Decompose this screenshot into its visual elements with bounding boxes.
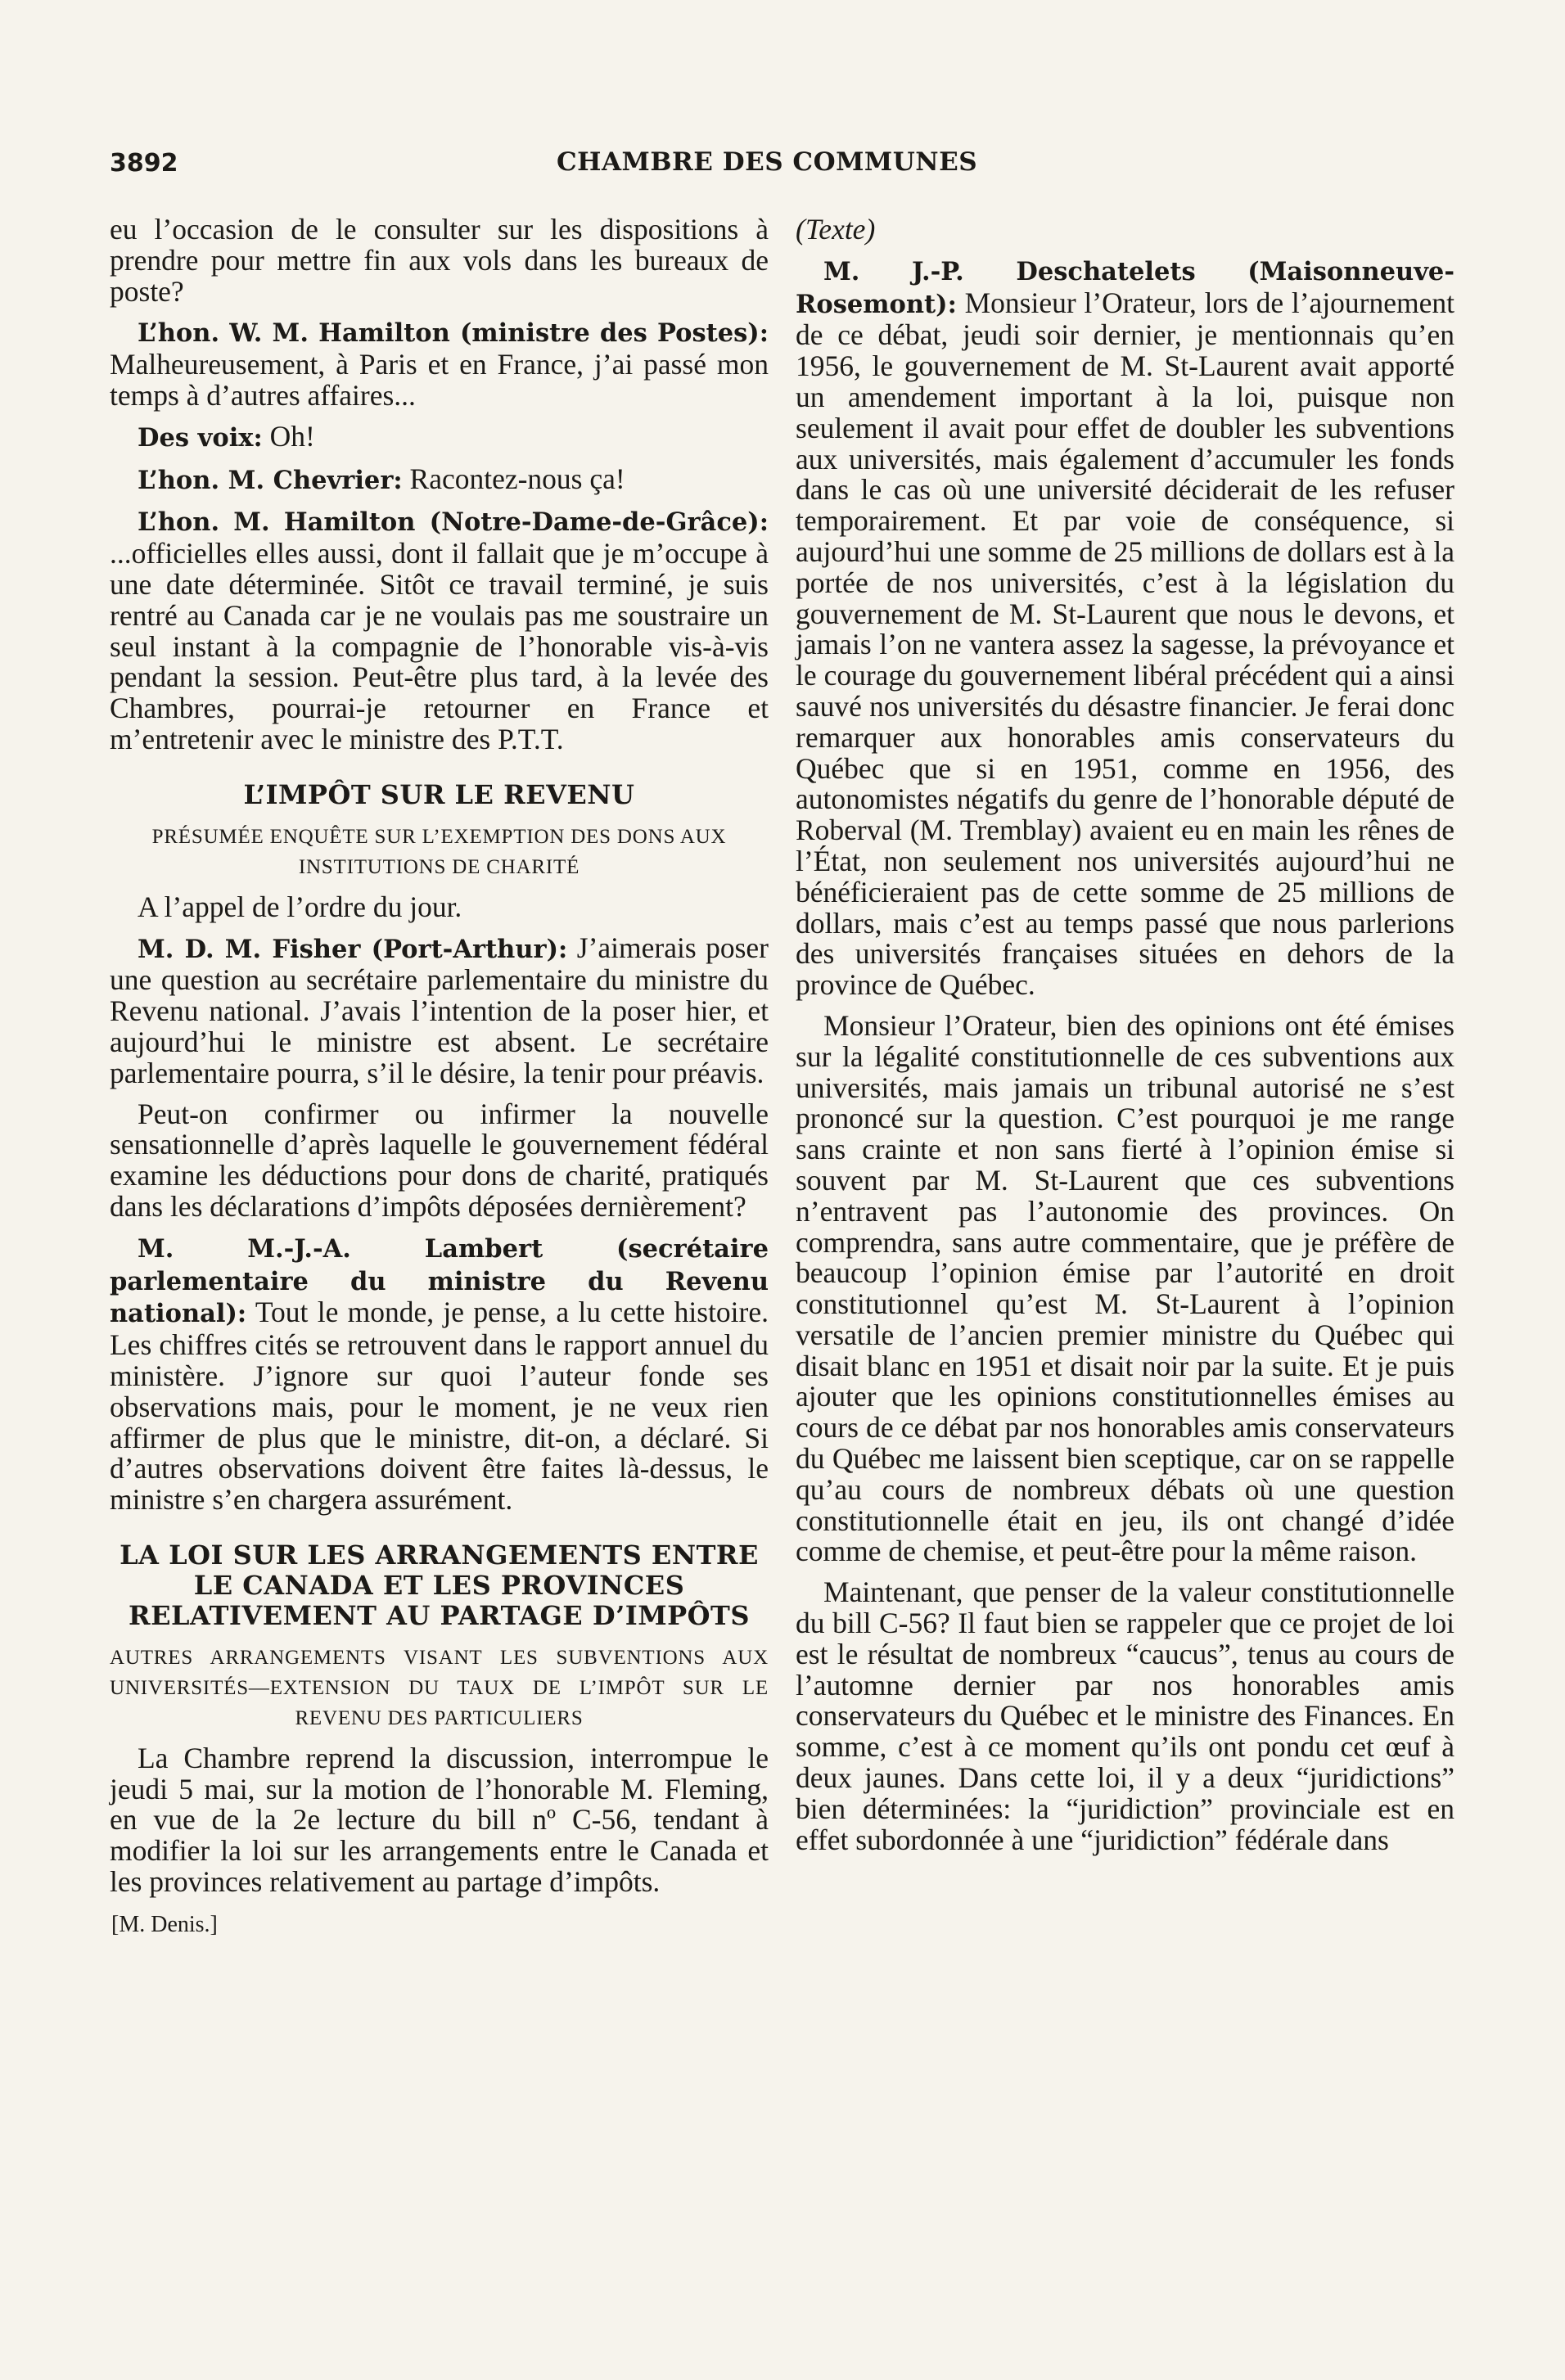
right-column	[796, 214, 1455, 1865]
section-heading: L’IMPÔT SUR LE REVENU	[243, 778, 635, 810]
paragraph: A l’appel de l’ordre du jour.	[138, 890, 462, 923]
speech-text: Racontez-nous ça!	[402, 462, 625, 495]
speaker-name: L’hon. M. Hamilton (Notre-Dame-de-Grâce):	[138, 507, 769, 538]
speaker-reference: [M. Denis.]	[111, 1911, 218, 1937]
page-header	[110, 142, 1460, 183]
speaker-name: Des voix:	[138, 422, 263, 453]
speech-paragraph	[110, 421, 769, 454]
speech-paragraph	[110, 317, 769, 411]
speech-paragraph	[110, 1233, 769, 1516]
speech-text: Monsieur l’Orateur, lors de l’ajournement de ce débat, jeudi soir dernier, je mentionnais qu’en 1956, le gouvernement de M. St-Laurent avait apporté un amendement important à la loi, puisque non seulement il avait pour effet de doubler les subventions aux universités, mais également d’accumuler les fonds dans le cas où une université déciderait de les refuser temporairement. Et par voie de conséquence, si aujourd’hui une somme de 25 millions de dollars est à la portée de nos universités, c’est à la législation du gouvernement de M. St-Laurent que nous le devons, et jamais l’on ne vantera assez la sagesse, la prévoyance et le courage du gouvernement libéral précédent qui a ainsi sauvé nos universités du désastre financier. Je ferai donc remarquer aux honorables amis conservateurs du Québec que si en 1951, comme en 1956, des autonomistes négatifs du genre de l’honorable député de Roberval (M. Tremblay) avaient eu en main les rênes de l’État, non seulement nos universités aujourd’hui ne bénéficieraient pas de cette somme de 25 millions de dollars, mais c’est au temps passé que nous parlerions des universités françaises situées en dehors de la province de Québec.	[796, 286, 1455, 1002]
speech-paragraph	[796, 255, 1455, 1001]
running-title: CHAMBRE DES COMMUNES	[557, 147, 978, 177]
paragraph: La Chambre reprend la discussion, interrompue le jeudi 5 mai, sur la motion de l’honorable M. Fleming, en vue de la 2e lecture du bill nº C-56, tendant à modifier la loi sur les arrangements entre le Canada et les provinces relativement au partage d’impôts.	[110, 1741, 769, 1899]
speech-text: ...officielles elles aussi, dont il fallait que je m’occupe à une date déterminée. Sitôt ce travail terminé, je suis rentré au Canada car je ne voulais pas me soustraire un seul instant à la compagnie de l’honorable vis-à-vis pendant la session. Peut-être plus tard, à la levée des Chambres, pourrai-je retourner en France et m’entretenir avec le ministre des P.T.T.	[110, 537, 769, 755]
page-number: 3892	[110, 149, 178, 178]
speaker-name: M. D. M. Fisher (Port-Arthur):	[138, 934, 568, 964]
speech-text: Oh!	[262, 419, 315, 453]
speech-paragraph	[110, 464, 769, 497]
section-subheading: AUTRES ARRANGEMENTS VISANT LES SUBVENTIONS AUX UNIVERSITÉS—EXTENSION DU TAUX DE L’IMPÔT SUR LE REVENU DES PARTICULIERS	[110, 1646, 769, 1729]
speech-text: Tout le monde, je pense, a lu cette histoire. Les chiffres cités se retrouvent dans le rapport annuel du ministère. J’ignore sur quoi l’auteur fonde ses observations mais, pour le moment, je ne veux rien affirmer de plus que le ministre, dit-on, a déclaré. Si d’autres observations doivent être faites là-dessus, le ministre s’en chargera assurément.	[110, 1296, 769, 1517]
speech-paragraph	[110, 933, 769, 1089]
speaker-name: M. M.-J.-A. Lambert (secrétaire parlementaire du ministre du Revenu national):	[110, 1233, 769, 1329]
speech-paragraph	[110, 506, 769, 755]
speech-text: J’aimerais poser une question au secrétaire parlementaire du ministre du Revenu national. J’avais l’intention de la poser hier, et aujourd’hui le ministre est absent. Le secrétaire parlementaire pourra, s’il le désire, la tenir pour préavis.	[110, 931, 769, 1089]
section-subheading: PRÉSUMÉE ENQUÊTE SUR L’EXEMPTION DES DONS AUX INSTITUTIONS DE CHARITÉ	[151, 825, 727, 878]
speech-text: Malheureusement, à Paris et en France, j’ai passé mon temps à d’autres affaires...	[110, 348, 769, 412]
speaker-name: L’hon. W. M. Hamilton (ministre des Postes):	[138, 318, 769, 349]
left-column	[110, 214, 769, 1941]
paragraph: eu l’occasion de le consulter sur les dispositions à prendre pour mettre fin aux vols dans les bureaux de poste?	[110, 213, 769, 308]
text-marker: (Texte)	[796, 213, 876, 246]
speaker-name: L’hon. M. Chevrier:	[138, 465, 403, 495]
speaker-name: M. J.-P. Deschatelets (Maisonneuve-Rosemont):	[796, 256, 1455, 319]
paragraph: Maintenant, que penser de la valeur constitutionnelle du bill C-56? Il faut bien se rappeler que ce projet de loi est le résultat de nombreux “caucus”, tenus au cours de l’automne dernier par nos honorables amis conservateurs du Québec et le ministre des Finances. En somme, c’est à ce moment qu’ils ont pondu cet œuf à deux jaunes. Dans cette loi, il y a deux “juridictions” bien déterminées: la “juridiction” provinciale est en effet subordonnée à une “juridiction” fédérale dans	[796, 1575, 1455, 1856]
section-heading: LA LOI SUR LES ARRANGEMENTS ENTRE LE CANADA ET LES PROVINCES RELATIVEMENT AU PARTAGE D’IMPÔTS	[120, 1539, 759, 1631]
paragraph: Peut-on confirmer ou infirmer la nouvelle sensationnelle d’après laquelle le gouvernement fédéral examine les déductions pour dons de charité, pratiqués dans les déclarations d’impôts déposées dernièrement?	[110, 1097, 769, 1223]
paragraph: Monsieur l’Orateur, bien des opinions ont été émises sur la légalité constitutionnelle de ces subventions aux universités, mais jamais un tribunal autorisé ne s’est prononcé sur la question. C’est pourquoi je me range sans crainte et non sans fierté à l’opinion émise si souvent par M. St-Laurent que ces subventions n’entravent pas l’autonomie des provinces. On comprendra, sans autre commentaire, que je préfère de beaucoup l’opinion émise par l’autorité en droit constitutionnel qu’est M. St-Laurent à l’opinion versatile de l’ancien premier ministre du Québec qui disait blanc en 1951 et disait noir par la suite. Et je puis ajouter que les opinions constitutionnelles émises au cours de ce débat par nos honorables amis conservateurs du Québec me laissent bien sceptique, car on se rappelle qu’au cours de nombreux débats où une question constitutionnelle était en jeu, ils ont changé d’idée comme de chemise, et peut-être pour la même raison.	[796, 1008, 1455, 1568]
